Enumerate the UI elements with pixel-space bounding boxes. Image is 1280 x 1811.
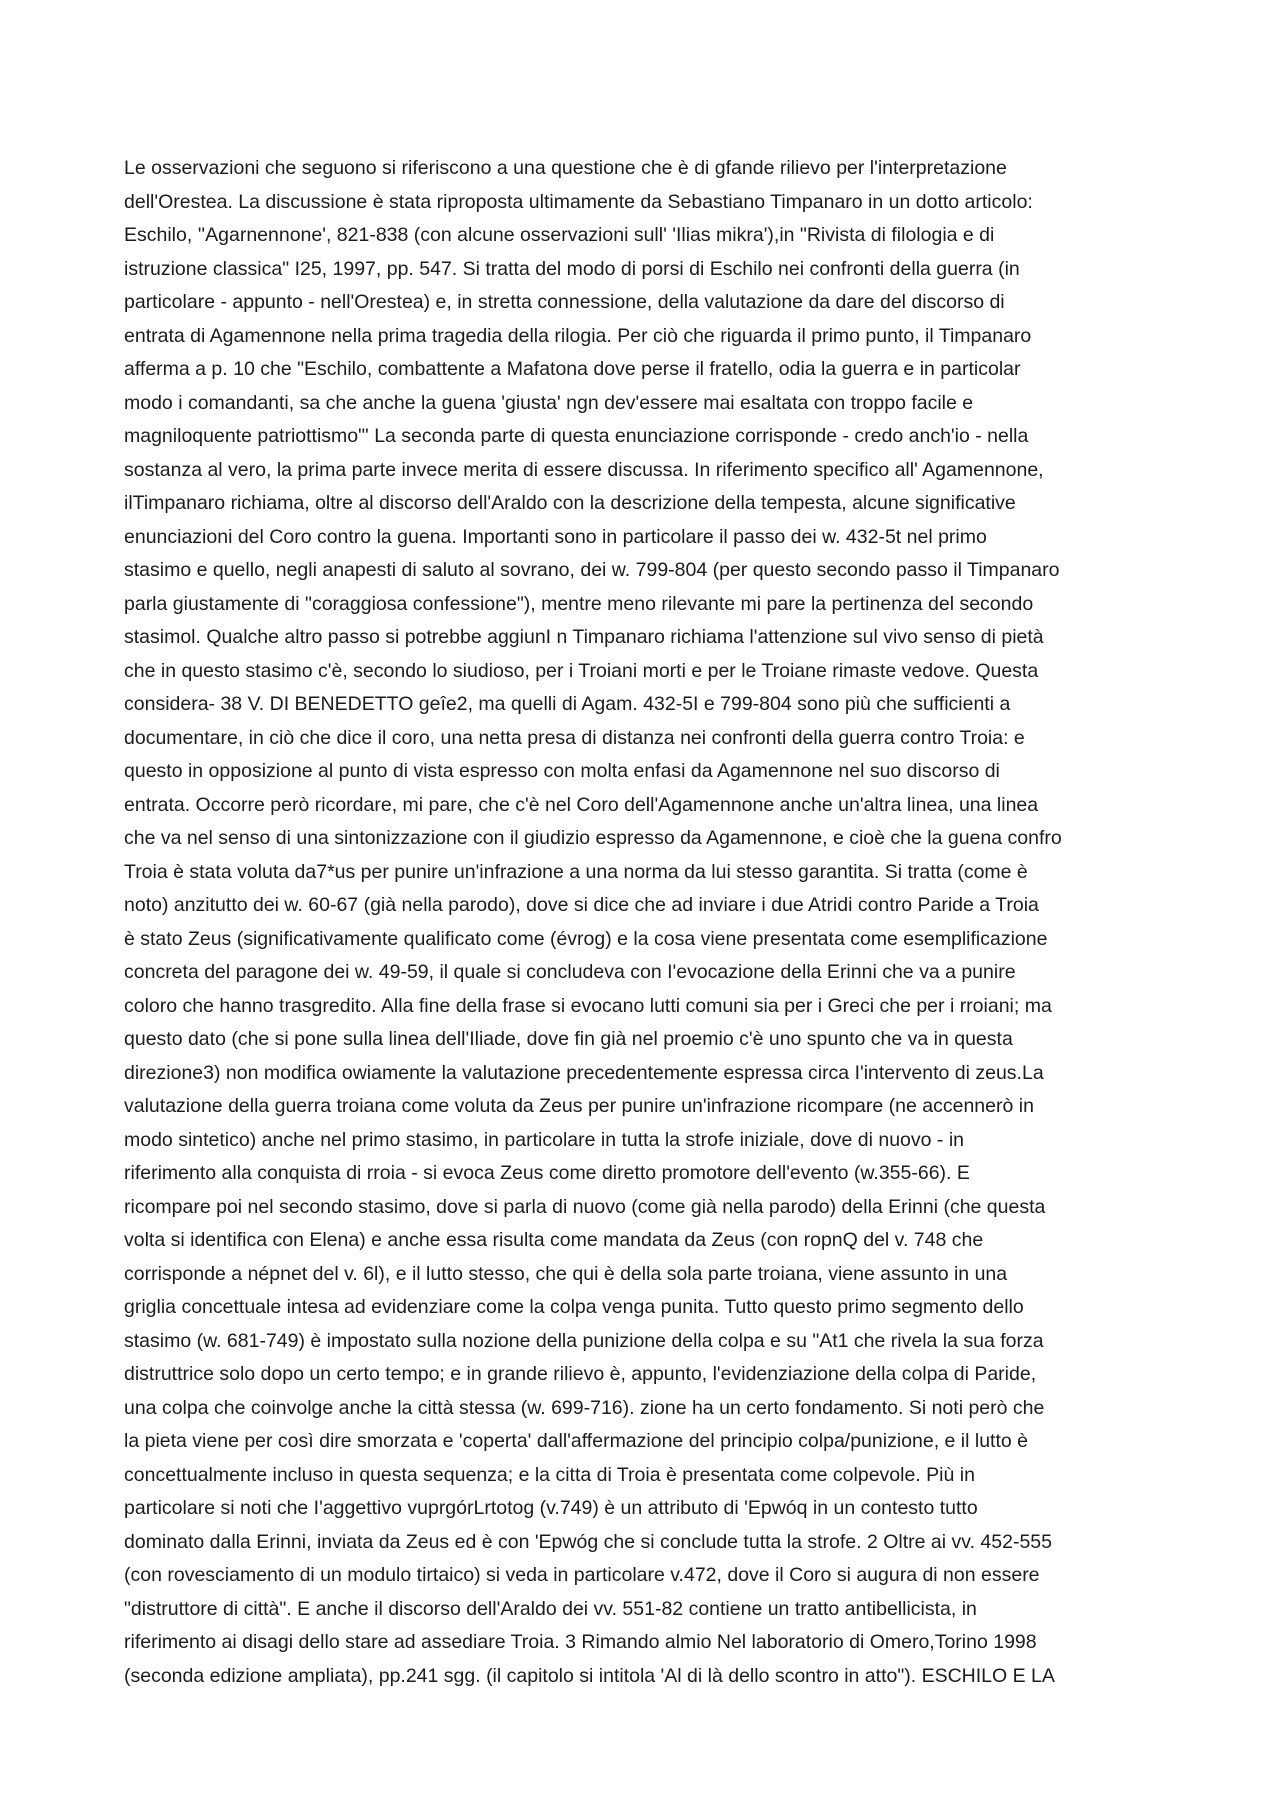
text-line: griglia concettuale intesa ad evidenziare come la colpa venga punita. Tutto questo primo segmento dello (124, 1296, 1024, 1318)
text-line: (con rovesciamento di un modulo tirtaico) si veda in particolare v.472, dove il Coro si augura di non essere (124, 1564, 1040, 1586)
text-line: Le osservazioni che seguono si riferiscono a una questione che è di gfande rilievo per l'interpretazione (124, 157, 1007, 179)
text-line: valutazione della guerra troiana come voluta da Zeus per punire un'infrazione ricompare (ne accennerò in (124, 1095, 1034, 1117)
text-line: considera- 38 V. DI BENEDETTO geîe2, ma quelli di Agam. 432-5I e 799-804 sono più che sufficienti a (124, 693, 1011, 715)
text-line: questo dato (che si pone sulla linea dell'Iliade, dove fin già nel proemio c'è uno spunto che va in questa (124, 1028, 1013, 1050)
text-line: Eschilo, ''Agarnennone', 821-838 (con alcune osservazioni sull' 'Ilias mikra'),in "Rivista di filologia e di (124, 224, 995, 246)
text-line: distruttrice solo dopo un certo tempo; e in grande rilievo è, appunto, l'evidenziazione della colpa di Paride, (124, 1363, 1037, 1385)
text-line: stasimol. Qualche altro passo si potrebbe aggiunI n Timpanaro richiama l'attenzione sul vivo senso di pietà (124, 626, 1044, 648)
text-line: una colpa che coinvolge anche la città stessa (w. 699-716). zione ha un certo fondamento. Si noti però che (124, 1396, 1045, 1419)
text-line: modo i comandanti, sa che anche la guena 'giusta' ngn dev'essere mai esaltata con troppo facile e (124, 391, 974, 414)
text-line: concreta del paragone dei w. 49-59, il quale si concludeva con I'evocazione della Erinni che va a punire (124, 961, 1016, 983)
text-line: particolare - appunto - nell'Orestea) e, in stretta connessione, della valutazione da dare del discorso di (124, 291, 1005, 313)
body-paragraph (124, 152, 1174, 1693)
text-line: direzione3) non modifica owiamente la valutazione precedentemente espressa circa I'intervento di zeus.La (124, 1061, 1044, 1084)
text-line: stasimo e quello, negli anapesti di saluto al sovrano, dei w. 799-804 (per questo secondo passo il Timpanaro (124, 559, 1060, 581)
text-line: magniloquente patriottismo"' La seconda parte di questa enunciazione corrisponde - credo anch'io - nella (124, 425, 1029, 447)
text-line: concettualmente incluso in questa sequenza; e la citta di Troia è presentata come colpevole. Più in (124, 1463, 975, 1486)
text-line: dominato dalla Erinni, inviata da Zeus ed è con 'Epwóg che si conclude tutta la strofe. 2 Oltre ai vv. 452-555 (124, 1530, 1052, 1553)
text-line: stasimo (w. 681-749) è impostato sulla nozione della punizione della colpa e su "At1 che rivela la sua forza (124, 1329, 1044, 1352)
text-line: enunciazioni del Coro contro la guena. Importanti sono in particolare il passo dei w. 432-5t nel primo (124, 525, 987, 548)
text-line: afferma a p. 10 che "Eschilo, combattente a Mafatona dove perse il fratello, odia la guerra e in particolar (124, 358, 1021, 380)
text-line: corrisponde a népnet del v. 6l), e il lutto stesso, che qui è della sola parte troiana, viene assunto in una (124, 1262, 1008, 1285)
text-line: riferimento ai disagi dello stare ad assediare Troia. 3 Rimando almio Nel laboratorio di Omero,Torino 1998 (124, 1631, 1037, 1653)
text-line: ricompare poi nel secondo stasimo, dove si parla di nuovo (come già nella parodo) della Erinni (che questa (124, 1195, 1046, 1218)
text-line: volta si identifica con Elena) e anche essa risulta come mandata da Zeus (con ropnQ del v. 748 che (124, 1229, 984, 1251)
text-line: sostanza al vero, la prima parte invece merita di essere discussa. In riferimento specifico all' Agamennone, (124, 458, 1044, 481)
text-line: modo sintetico) anche nel primo stasimo, in particolare in tutta la strofe iniziale, dove di nuovo - in (124, 1128, 965, 1151)
text-line: parla giustamente di "coraggiosa confessione"), mentre meno rilevante mi pare la pertinenza del secondo (124, 592, 1034, 615)
text-line: questo in opposizione al punto di vista espresso con molta enfasi da Agamennone nel suo discorso di (124, 760, 1000, 782)
text-line: entrata di Agamennone nella prima tragedia della rilogia. Per ciò che riguarda il primo punto, il Timpanaro (124, 324, 1032, 347)
text-line: "distruttore di città". E anche il discorso dell'Araldo dei vv. 551-82 contiene un tratto antibellicista, in (124, 1597, 977, 1620)
text-line: entrata. Occorre però ricordare, mi pare, che c'è nel Coro dell'Agamennone anche un'altra linea, una linea (124, 793, 1039, 816)
text-line: noto) anzitutto dei w. 60-67 (già nella parodo), dove si dice che ad inviare i due Atridi contro Paride a Troia (124, 894, 1039, 916)
text-line: Troia è stata voluta da7*us per punire un'infrazione a una norma da lui stesso garantita. Si tratta (come è (124, 860, 1028, 883)
text-line: che in questo stasimo c'è, secondo lo siudioso, per i Troiani morti e per le Troiane rimaste vedove. Questa (124, 659, 1039, 682)
text-line: documentare, in ciò che dice il coro, una netta presa di distanza nei confronti della guerra contro Troia: e (124, 726, 1025, 749)
text-line: è stato Zeus (significativamente qualificato come (évrog) e la cosa viene presentata come esemplificazione (124, 927, 1048, 950)
text-line: (seconda edizione ampliata), pp.241 sgg. (il capitolo si intitola 'Al di là dello scontro in atto"). ESCHILO E LA (124, 1664, 1055, 1687)
text-line: che va nel senso di una sintonizzazione con il giudizio espresso da Agamennone, e cioè che la guena confro (124, 827, 1062, 849)
text-line: coloro che hanno trasgredito. Alla fine della frase si evocano lutti comuni sia per i Greci che per i rroiani; ma (124, 994, 1052, 1017)
text-line: istruzione classica" I25, 1997, pp. 547. Si tratta del modo di porsi di Eschilo nei confronti della guerra (in (124, 257, 1020, 280)
text-line: la pieta viene per così dire smorzata e 'coperta' dall'affermazione del principio colpa/punizione, e il lutto è (124, 1430, 1028, 1452)
text-line: particolare si noti che I'aggettivo vuprgórLrtotog (v.749) è un attributo di 'Epwóq in un contesto tutto (124, 1497, 978, 1519)
text-line: ilTimpanaro richiama, oltre al discorso dell'Araldo con la descrizione della tempesta, alcune significative (124, 492, 1016, 514)
text-line: riferimento alla conquista di rroia - si evoca Zeus come diretto promotore dell'evento (w.355-66). E (124, 1162, 970, 1184)
text-line: dell'Orestea. La discussione è stata riproposta ultimamente da Sebastiano Timpanaro in un dotto articolo: (124, 190, 1033, 213)
